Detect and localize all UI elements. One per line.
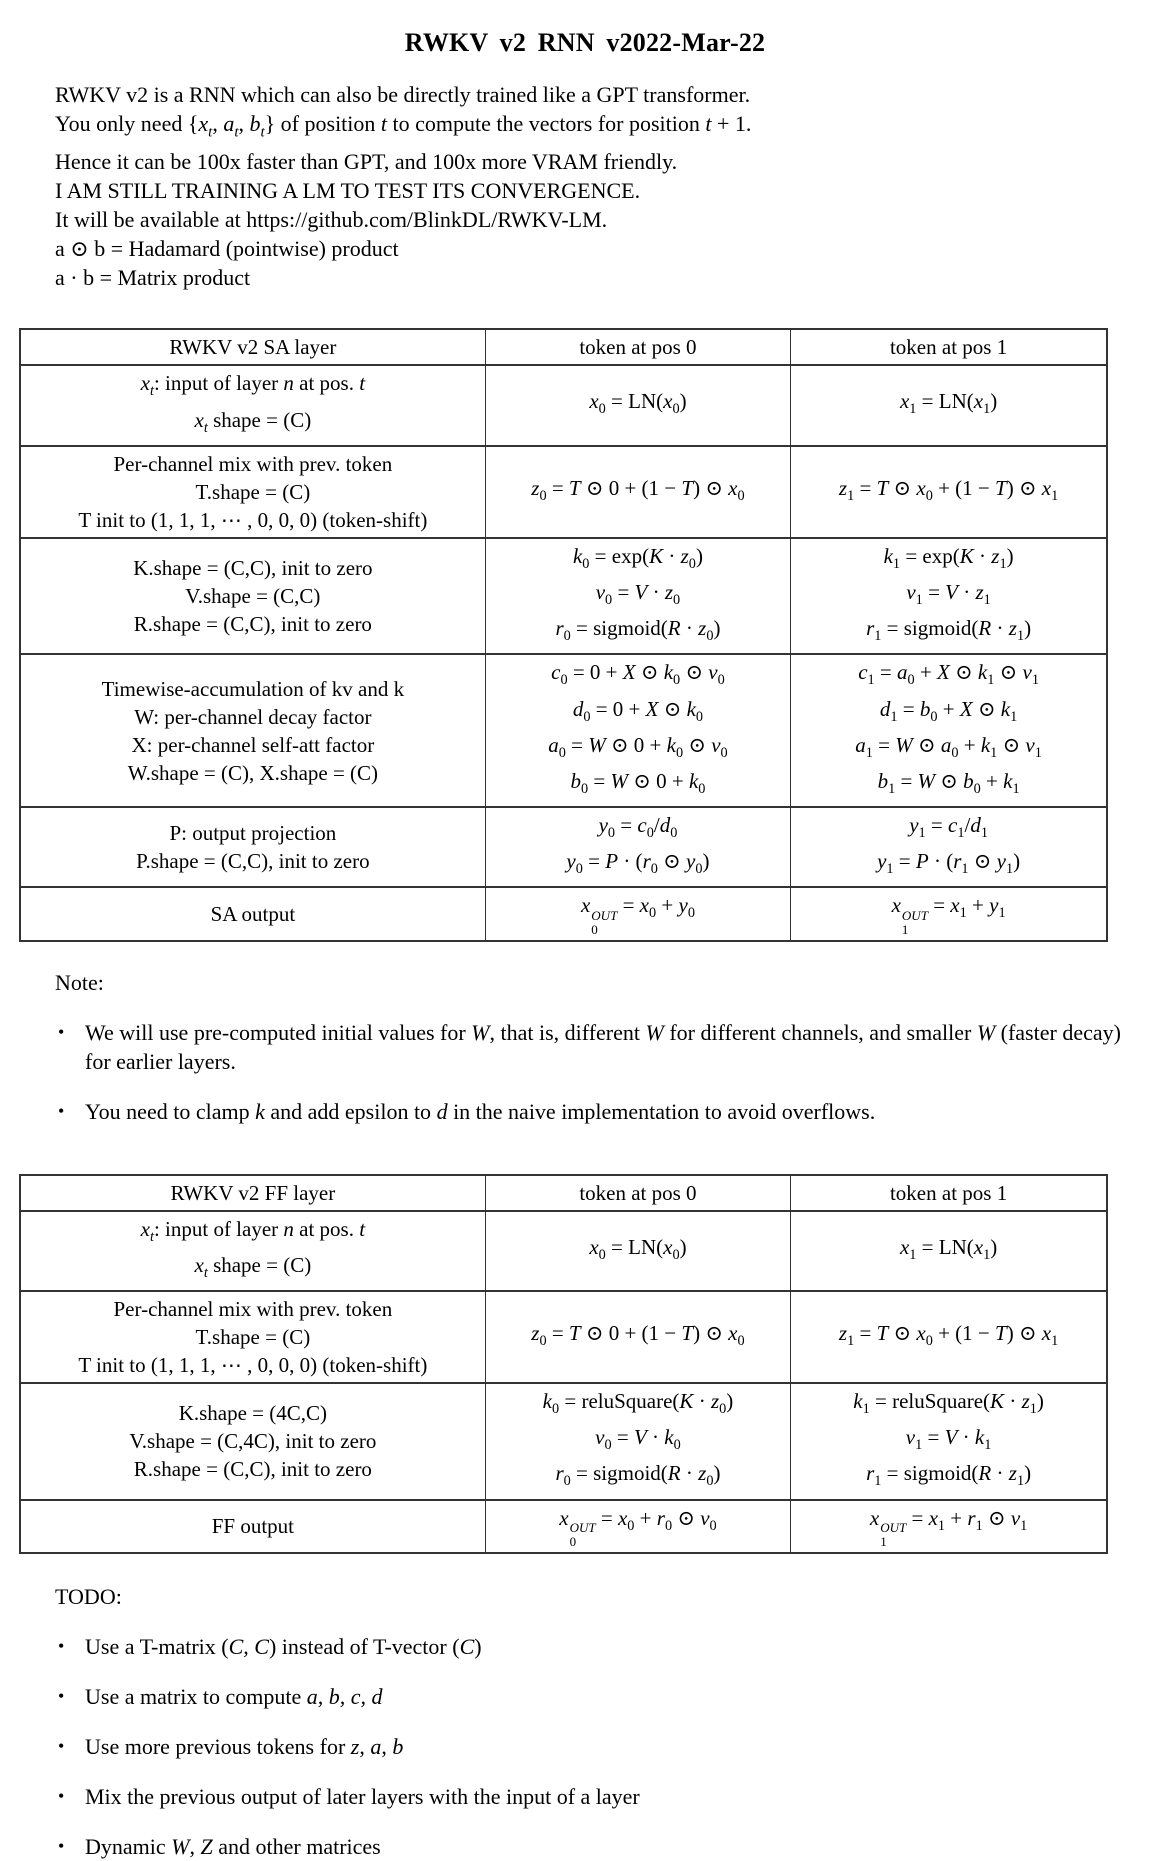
todo-bullet-item: • Use more previous tokens for z, a, b [85,1732,1122,1761]
table-cell-pos0: $z_0 = T$ ⊙ 0 + (1 − T) ⊙ $x_0$ [485,1291,790,1383]
table-cell-pos1: $c_1 = a_0 + X$ ⊙ $k_1$ ⊙ $v_1$ $d_1 = b_0 + X$ ⊙ $k_1$ $a_1 = W$ ⊙ $a_0 + k_1$ ⊙ $v_1$ $b_1 = W$ ⊙ $b_0 + k_1$ [791,654,1107,807]
table-header-row [20,329,1107,365]
ff-layer-table [19,1174,1108,1554]
table-row-token-mix [20,1291,1107,1383]
table-row-kvr [20,538,1107,655]
table-cell-desc: Per-channel mix with prev. token T.shape = (C) T init to (1, 1, 1, ⋯ , 0, 0, 0) (token-shift) [20,1291,485,1383]
sa-header-pos1: token at pos 1 [791,329,1107,365]
table-cell-pos0: $c_0 = 0 + X$ ⊙ $k_0$ ⊙ $v_0$ $d_0 = 0 + X$ ⊙ $k_0$ $a_0 = W$ ⊙ $0 + k_0$ ⊙ $v_0$ $b_0 = W$ ⊙ $0 + k_0$ [485,654,790,807]
table-cell-pos1: $x_1 = LN(x_1)$ [791,1211,1107,1291]
note-bullet-item: • We will use pre-computed initial values for W, that is, different W for different channels, and smaller W (faster decay) for earlier layers. [85,1018,1122,1076]
intro-line-url: It will be available at https://github.com/BlinkDL/RWKV-LM. [55,207,608,233]
table-cell-pos1: x OUT 1 = $x_1 + y_1$ [791,887,1107,940]
todo-bullet-list [0,1632,1170,1861]
table-cell-pos1: $k_1 = \exp(K \cdot z_1)$ $v_1 = V \cdot z_1$ $r_1$ = sigmoid(R · $z_1$) [791,538,1107,655]
table-header-row [20,1175,1107,1211]
table-cell-desc: K.shape = (C,C), init to zero V.shape = (C,C) R.shape = (C,C), init to zero [20,538,485,655]
todo-label: TODO: [55,1583,122,1609]
table-cell-pos0: $k_0 = \exp(K \cdot z_0)$ $v_0 = V \cdot z_0$ $r_0$ = sigmoid(R · $z_0$) [485,538,790,655]
table-row-projection [20,807,1107,887]
ff-header-layer: RWKV v2 FF layer [20,1175,485,1211]
sa-layer-table [19,328,1108,941]
intro-line-matrix: a · b = Matrix product [55,265,251,291]
ff-header-pos1: token at pos 1 [791,1175,1107,1211]
table-row-input [20,1211,1107,1291]
table-cell-pos0: $x_0 = LN(x_0)$ [485,1211,790,1291]
table-row-timewise [20,654,1107,807]
table-cell-pos0: $z_0 = T$ ⊙ 0 + (1 − T) ⊙ $x_0$ [485,446,790,538]
table-cell-desc: K.shape = (4C,C) V.shape = (C,4C), init to zero R.shape = (C,C), init to zero [20,1383,485,1500]
table-cell-pos1: x OUT 1 = $x_1 + r_1$ ⊙ $v_1$ [791,1500,1107,1553]
table-cell-pos0: x OUT 0 = $x_0 + r_0$ ⊙ $v_0$ [485,1500,790,1553]
table-cell-pos1: $z_1 = T$ ⊙ $x_0 + (1 - T)$ ⊙ $x_1$ [791,446,1107,538]
table-cell-desc: FF output [20,1500,485,1553]
table-cell-pos0: $x_0 = LN(x_0)$ [485,365,790,445]
table-cell-desc: SA output [20,887,485,940]
table-cell-desc: Per-channel mix with prev. token T.shape = (C) T init to (1, 1, 1, ⋯ , 0, 0, 0) (token-shift) [20,446,485,538]
table-row-ff-output [20,1500,1107,1553]
table-cell-desc: P: output projection P.shape = (C,C), init to zero [20,807,485,887]
table-cell-pos1: $z_1 = T$ ⊙ $x_0 + (1 - T)$ ⊙ $x_1$ [791,1291,1107,1383]
sa-header-layer: RWKV v2 SA layer [20,329,485,365]
table-cell-pos0: x OUT 0 = $x_0 + y_0$ [485,887,790,940]
note-bullet-item: • You need to clamp k and add epsilon to d in the naive implementation to avoid overflows. [85,1097,1122,1126]
table-cell-desc: Timewise-accumulation of kv and k W: per-channel decay factor X: per-channel self-att factor W.shape = (C), X.shape = (C) [20,654,485,807]
table-cell-pos1: $x_1 = LN(x_1)$ [791,365,1107,445]
note-label: Note: [55,969,104,995]
todo-bullet-item: • Mix the previous output of later layers with the input of a layer [85,1782,1122,1811]
sa-header-pos0: token at pos 0 [485,329,790,365]
table-cell-desc: $x_t$: input of layer n at pos. t $x_t$ shape = (C) [20,1211,485,1291]
intro-line: You only need {$x_t$, $a_t$, $b_t$} of position t to compute the vectors for position t + 1. [55,111,752,141]
todo-bullet-item: • Dynamic W, Z and other matrices [85,1832,1122,1861]
table-row-kvr [20,1383,1107,1500]
table-row-input [20,365,1107,445]
intro-line: I AM STILL TRAINING A LM TO TEST ITS CONVERGENCE. [55,178,641,204]
table-cell-pos1: $y_1 = c_1/d_1$ $y_1 = P \cdot (r_1$ ⊙ $y_1$) [791,807,1107,887]
intro-line: RWKV v2 is a RNN which can also be directly trained like a GPT transformer. [55,82,751,107]
todo-bullet-item: • Use a matrix to compute a, b, c, d [85,1682,1122,1711]
table-cell-desc: $x_t$: input of layer n at pos. t $x_t$ shape = (C) [20,365,485,445]
todo-bullet-item: • Use a T-matrix (C, C) instead of T-vector (C) [85,1632,1122,1661]
table-cell-pos0: $k_0$ = reluSquare(K · $z_0$) $v_0 = V \cdot k_0$ $r_0$ = sigmoid(R · $z_0$) [485,1383,790,1500]
intro-line-hadamard: a ⊙ b = Hadamard (pointwise) product [55,236,399,262]
intro-line: Hence it can be 100x faster than GPT, and 100x more VRAM friendly. [55,149,678,175]
page-title: RWKV v2 RNN v2022-Mar-22 [404,28,766,57]
table-cell-pos0: $y_0 = c_0/d_0$ $y_0 = P \cdot (r_0$ ⊙ $y_0$) [485,807,790,887]
table-row-sa-output [20,887,1107,940]
table-cell-pos1: $k_1$ = reluSquare(K · $z_1$) $v_1 = V \cdot k_1$ $r_1$ = sigmoid(R · $z_1$) [791,1383,1107,1500]
ff-header-pos0: token at pos 0 [485,1175,790,1211]
note-bullet-list [0,1018,1170,1126]
intro-paragraph [55,80,1130,292]
table-row-token-mix [20,446,1107,538]
